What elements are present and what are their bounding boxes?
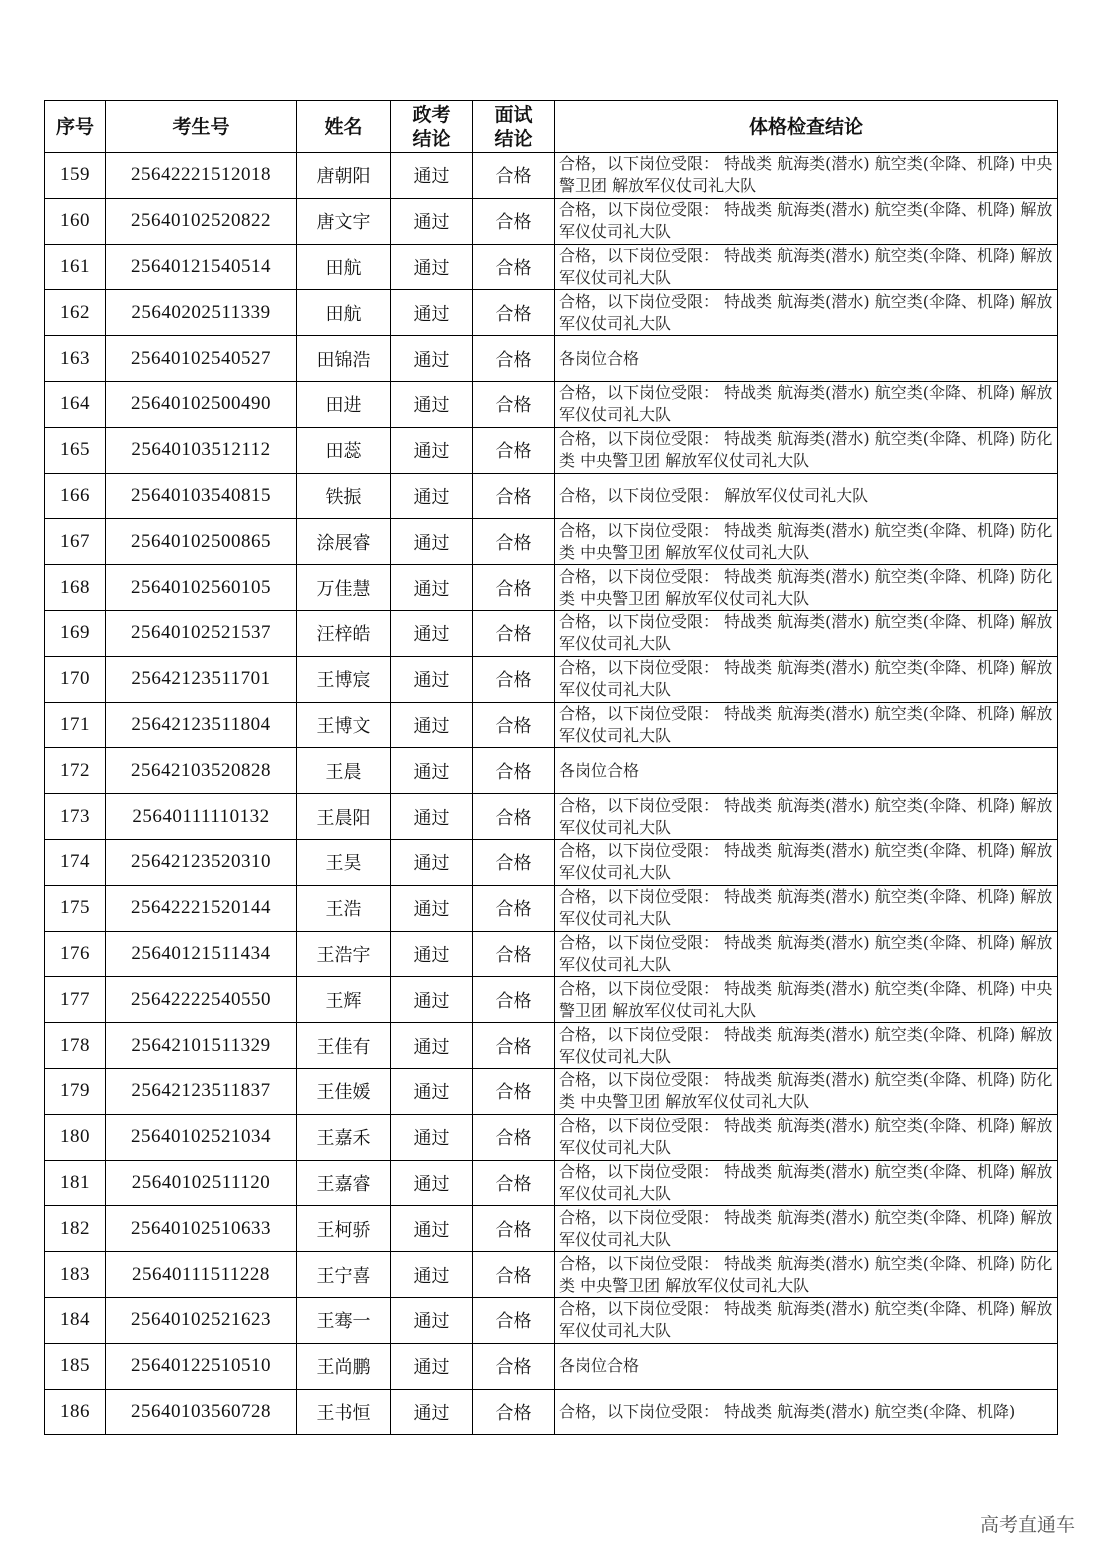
cell-name: 铁振: [297, 473, 391, 519]
cell-seq: 175: [45, 885, 106, 931]
cell-interview: 合格: [473, 1389, 555, 1435]
cell-political: 通过: [391, 1252, 473, 1298]
cell-interview: 合格: [473, 977, 555, 1023]
cell-remark: 合格，以下岗位受限： 特战类 航海类(潜水) 航空类(伞降、机降) 中央警卫团 解放军仪仗司礼大队: [555, 977, 1058, 1023]
table-row: [45, 565, 1058, 611]
cell-political: 通过: [391, 839, 473, 885]
cell-remark: 合格，以下岗位受限： 特战类 航海类(潜水) 航空类(伞降、机降) 防化类 中央警卫团 解放军仪仗司礼大队: [555, 565, 1058, 611]
table-row: [45, 1206, 1058, 1252]
table-row: [45, 1343, 1058, 1389]
cell-political: 通过: [391, 153, 473, 199]
cell-seq: 185: [45, 1343, 106, 1389]
cell-seq: 172: [45, 748, 106, 794]
cell-name: 王晨阳: [297, 794, 391, 840]
cell-seq: 159: [45, 153, 106, 199]
cell-seq: 179: [45, 1068, 106, 1114]
cell-remark: 合格，以下岗位受限： 特战类 航海类(潜水) 航空类(伞降、机降) 解放军仪仗司礼大队: [555, 931, 1058, 977]
cell-interview: 合格: [473, 1160, 555, 1206]
cell-political: 通过: [391, 1068, 473, 1114]
cell-remark: 合格，以下岗位受限： 特战类 航海类(潜水) 航空类(伞降、机降) 解放军仪仗司礼大队: [555, 794, 1058, 840]
table-row: [45, 977, 1058, 1023]
cell-remark: 合格，以下岗位受限： 解放军仪仗司礼大队: [555, 473, 1058, 519]
cell-interview: 合格: [473, 198, 555, 244]
cell-seq: 178: [45, 1023, 106, 1069]
table-row: [45, 839, 1058, 885]
cell-interview: 合格: [473, 610, 555, 656]
table-body: [45, 153, 1058, 1435]
header-row: [45, 101, 1058, 153]
table-row: [45, 794, 1058, 840]
cell-remark: 合格，以下岗位受限： 特战类 航海类(潜水) 航空类(伞降、机降) 解放军仪仗司礼大队: [555, 290, 1058, 336]
cell-remark: 合格，以下岗位受限： 特战类 航海类(潜水) 航空类(伞降、机降) 解放军仪仗司礼大队: [555, 1160, 1058, 1206]
cell-seq: 180: [45, 1114, 106, 1160]
cell-name: 唐朝阳: [297, 153, 391, 199]
cell-remark: 合格，以下岗位受限： 特战类 航海类(潜水) 航空类(伞降、机降) 解放军仪仗司礼大队: [555, 839, 1058, 885]
table-row: [45, 1252, 1058, 1298]
table-row: [45, 610, 1058, 656]
cell-political: 通过: [391, 1160, 473, 1206]
cell-name: 王浩: [297, 885, 391, 931]
cell-political: 通过: [391, 244, 473, 290]
cell-political: 通过: [391, 885, 473, 931]
header-interview: [473, 101, 555, 153]
cell-id: 25640102510633: [106, 1206, 297, 1252]
cell-interview: 合格: [473, 1068, 555, 1114]
cell-political: 通过: [391, 977, 473, 1023]
cell-remark: 合格，以下岗位受限： 特战类 航海类(潜水) 航空类(伞降、机降) 解放军仪仗司礼大队: [555, 381, 1058, 427]
cell-interview: 合格: [473, 381, 555, 427]
cell-name: 田航: [297, 244, 391, 290]
cell-remark: 合格，以下岗位受限： 特战类 航海类(潜水) 航空类(伞降、机降) 中央警卫团 解放军仪仗司礼大队: [555, 153, 1058, 199]
table-row: [45, 381, 1058, 427]
cell-interview: 合格: [473, 885, 555, 931]
cell-id: 25640102520822: [106, 198, 297, 244]
cell-remark: 合格，以下岗位受限： 特战类 航海类(潜水) 航空类(伞降、机降) 解放军仪仗司礼大队: [555, 244, 1058, 290]
cell-name: 王博宸: [297, 656, 391, 702]
cell-id: 25642221520144: [106, 885, 297, 931]
header-political-line2: 结论: [412, 127, 451, 150]
cell-interview: 合格: [473, 1114, 555, 1160]
cell-name: 王嘉睿: [297, 1160, 391, 1206]
cell-id: 25640102500490: [106, 381, 297, 427]
cell-name: 王昊: [297, 839, 391, 885]
header-interview-line1: 面试: [494, 103, 533, 126]
cell-id: 25642123511804: [106, 702, 297, 748]
cell-political: 通过: [391, 427, 473, 473]
cell-id: 25642103520828: [106, 748, 297, 794]
cell-political: 通过: [391, 748, 473, 794]
cell-seq: 186: [45, 1389, 106, 1435]
cell-political: 通过: [391, 565, 473, 611]
cell-interview: 合格: [473, 794, 555, 840]
cell-political: 通过: [391, 794, 473, 840]
cell-id: 25642123520310: [106, 839, 297, 885]
cell-name: 王尚鹏: [297, 1343, 391, 1389]
cell-id: 25642221512018: [106, 153, 297, 199]
cell-name: 田航: [297, 290, 391, 336]
cell-political: 通过: [391, 473, 473, 519]
table-row: [45, 427, 1058, 473]
cell-name: 王柯骄: [297, 1206, 391, 1252]
cell-seq: 184: [45, 1297, 106, 1343]
table-row: [45, 1023, 1058, 1069]
cell-seq: 170: [45, 656, 106, 702]
cell-id: 25640102560105: [106, 565, 297, 611]
cell-name: 王书恒: [297, 1389, 391, 1435]
cell-interview: 合格: [473, 427, 555, 473]
cell-remark: 合格，以下岗位受限： 特战类 航海类(潜水) 航空类(伞降、机降) 防化类 中央警卫团 解放军仪仗司礼大队: [555, 1068, 1058, 1114]
cell-id: 25640102521034: [106, 1114, 297, 1160]
cell-id: 25640103512112: [106, 427, 297, 473]
header-interview-line2: 结论: [494, 127, 533, 150]
cell-id: 25640102540527: [106, 336, 297, 382]
cell-seq: 165: [45, 427, 106, 473]
cell-political: 通过: [391, 381, 473, 427]
cell-id: 25640102500865: [106, 519, 297, 565]
cell-political: 通过: [391, 1389, 473, 1435]
cell-interview: 合格: [473, 519, 555, 565]
cell-id: 25640102511120: [106, 1160, 297, 1206]
table-row: [45, 473, 1058, 519]
cell-remark: 合格，以下岗位受限： 特战类 航海类(潜水) 航空类(伞降、机降) 防化类 中央警卫团 解放军仪仗司礼大队: [555, 1252, 1058, 1298]
header-political-line1: 政考: [412, 103, 451, 126]
cell-id: 25642123511701: [106, 656, 297, 702]
cell-seq: 177: [45, 977, 106, 1023]
cell-seq: 167: [45, 519, 106, 565]
cell-political: 通过: [391, 656, 473, 702]
cell-name: 万佳慧: [297, 565, 391, 611]
cell-political: 通过: [391, 519, 473, 565]
cell-interview: 合格: [473, 153, 555, 199]
cell-id: 25640121511434: [106, 931, 297, 977]
cell-interview: 合格: [473, 931, 555, 977]
cell-id: 25640111110132: [106, 794, 297, 840]
cell-interview: 合格: [473, 656, 555, 702]
table-row: [45, 885, 1058, 931]
cell-interview: 合格: [473, 1023, 555, 1069]
cell-remark: 合格，以下岗位受限： 特战类 航海类(潜水) 航空类(伞降、机降) 解放军仪仗司礼大队: [555, 610, 1058, 656]
cell-remark: 合格，以下岗位受限： 特战类 航海类(潜水) 航空类(伞降、机降) 防化类 中央警卫团 解放军仪仗司礼大队: [555, 427, 1058, 473]
cell-interview: 合格: [473, 336, 555, 382]
cell-remark: 各岗位合格: [555, 336, 1058, 382]
table-row: [45, 1160, 1058, 1206]
cell-seq: 181: [45, 1160, 106, 1206]
cell-id: 25640122510510: [106, 1343, 297, 1389]
cell-political: 通过: [391, 1023, 473, 1069]
cell-interview: 合格: [473, 1343, 555, 1389]
table-row: [45, 198, 1058, 244]
cell-remark: 合格，以下岗位受限： 特战类 航海类(潜水) 航空类(伞降、机降) 解放军仪仗司礼大队: [555, 1206, 1058, 1252]
cell-interview: 合格: [473, 748, 555, 794]
cell-name: 王佳媛: [297, 1068, 391, 1114]
cell-seq: 176: [45, 931, 106, 977]
cell-seq: 183: [45, 1252, 106, 1298]
header-seq: 序号: [45, 101, 106, 153]
table-row: [45, 656, 1058, 702]
cell-name: 王嘉禾: [297, 1114, 391, 1160]
cell-remark: 合格，以下岗位受限： 特战类 航海类(潜水) 航空类(伞降、机降): [555, 1389, 1058, 1435]
header-exam-id: 考生号: [106, 101, 297, 153]
cell-seq: 173: [45, 794, 106, 840]
cell-id: 25640202511339: [106, 290, 297, 336]
table-row: [45, 1068, 1058, 1114]
cell-political: 通过: [391, 290, 473, 336]
cell-id: 25640103540815: [106, 473, 297, 519]
table-row: [45, 290, 1058, 336]
cell-seq: 171: [45, 702, 106, 748]
cell-name: 田进: [297, 381, 391, 427]
cell-interview: 合格: [473, 1206, 555, 1252]
cell-id: 25642222540550: [106, 977, 297, 1023]
cell-name: 田蕊: [297, 427, 391, 473]
cell-name: 王骞一: [297, 1297, 391, 1343]
cell-remark: 合格，以下岗位受限： 特战类 航海类(潜水) 航空类(伞降、机降) 解放军仪仗司礼大队: [555, 702, 1058, 748]
cell-name: 王晨: [297, 748, 391, 794]
cell-id: 25640121540514: [106, 244, 297, 290]
cell-seq: 163: [45, 336, 106, 382]
cell-interview: 合格: [473, 565, 555, 611]
table-row: [45, 702, 1058, 748]
cell-name: 唐文宇: [297, 198, 391, 244]
table-row: [45, 519, 1058, 565]
exam-results-table: [44, 100, 1058, 1435]
cell-political: 通过: [391, 702, 473, 748]
cell-remark: 合格，以下岗位受限： 特战类 航海类(潜水) 航空类(伞降、机降) 解放军仪仗司礼大队: [555, 1114, 1058, 1160]
cell-remark: 合格，以下岗位受限： 特战类 航海类(潜水) 航空类(伞降、机降) 解放军仪仗司礼大队: [555, 1023, 1058, 1069]
cell-id: 25642101511329: [106, 1023, 297, 1069]
cell-id: 25642123511837: [106, 1068, 297, 1114]
cell-interview: 合格: [473, 839, 555, 885]
cell-interview: 合格: [473, 1252, 555, 1298]
cell-id: 25640103560728: [106, 1389, 297, 1435]
cell-remark: 合格，以下岗位受限： 特战类 航海类(潜水) 航空类(伞降、机降) 防化类 中央警卫团 解放军仪仗司礼大队: [555, 519, 1058, 565]
header-physical: 体格检查结论: [555, 101, 1058, 153]
cell-seq: 162: [45, 290, 106, 336]
cell-id: 25640102521537: [106, 610, 297, 656]
table-row: [45, 931, 1058, 977]
cell-political: 通过: [391, 1114, 473, 1160]
table-row: [45, 244, 1058, 290]
cell-name: 王宁喜: [297, 1252, 391, 1298]
cell-political: 通过: [391, 610, 473, 656]
cell-seq: 160: [45, 198, 106, 244]
header-name: 姓名: [297, 101, 391, 153]
cell-name: 王浩宇: [297, 931, 391, 977]
cell-name: 王辉: [297, 977, 391, 1023]
cell-interview: 合格: [473, 290, 555, 336]
cell-name: 王佳有: [297, 1023, 391, 1069]
cell-seq: 174: [45, 839, 106, 885]
cell-id: 25640102521623: [106, 1297, 297, 1343]
cell-name: 涂展睿: [297, 519, 391, 565]
cell-political: 通过: [391, 1297, 473, 1343]
table-row: [45, 153, 1058, 199]
table-row: [45, 336, 1058, 382]
cell-seq: 166: [45, 473, 106, 519]
cell-remark: 合格，以下岗位受限： 特战类 航海类(潜水) 航空类(伞降、机降) 解放军仪仗司礼大队: [555, 656, 1058, 702]
cell-seq: 168: [45, 565, 106, 611]
header-political: [391, 101, 473, 153]
cell-political: 通过: [391, 1206, 473, 1252]
cell-political: 通过: [391, 1343, 473, 1389]
cell-remark: 合格，以下岗位受限： 特战类 航海类(潜水) 航空类(伞降、机降) 解放军仪仗司礼大队: [555, 885, 1058, 931]
cell-seq: 161: [45, 244, 106, 290]
cell-political: 通过: [391, 336, 473, 382]
table-header: [45, 101, 1058, 153]
cell-political: 通过: [391, 931, 473, 977]
table-row: [45, 1389, 1058, 1435]
watermark-text: 高考直通车: [979, 1514, 1075, 1536]
cell-interview: 合格: [473, 1297, 555, 1343]
cell-remark: 各岗位合格: [555, 1343, 1058, 1389]
cell-seq: 169: [45, 610, 106, 656]
cell-remark: 合格，以下岗位受限： 特战类 航海类(潜水) 航空类(伞降、机降) 解放军仪仗司礼大队: [555, 1297, 1058, 1343]
cell-remark: 各岗位合格: [555, 748, 1058, 794]
cell-political: 通过: [391, 198, 473, 244]
cell-remark: 合格，以下岗位受限： 特战类 航海类(潜水) 航空类(伞降、机降) 解放军仪仗司礼大队: [555, 198, 1058, 244]
cell-name: 田锦浩: [297, 336, 391, 382]
cell-interview: 合格: [473, 244, 555, 290]
table-row: [45, 1297, 1058, 1343]
table-row: [45, 1114, 1058, 1160]
cell-name: 王博文: [297, 702, 391, 748]
cell-interview: 合格: [473, 702, 555, 748]
table-row: [45, 748, 1058, 794]
cell-name: 汪梓皓: [297, 610, 391, 656]
cell-id: 25640111511228: [106, 1252, 297, 1298]
cell-seq: 182: [45, 1206, 106, 1252]
cell-seq: 164: [45, 381, 106, 427]
cell-interview: 合格: [473, 473, 555, 519]
